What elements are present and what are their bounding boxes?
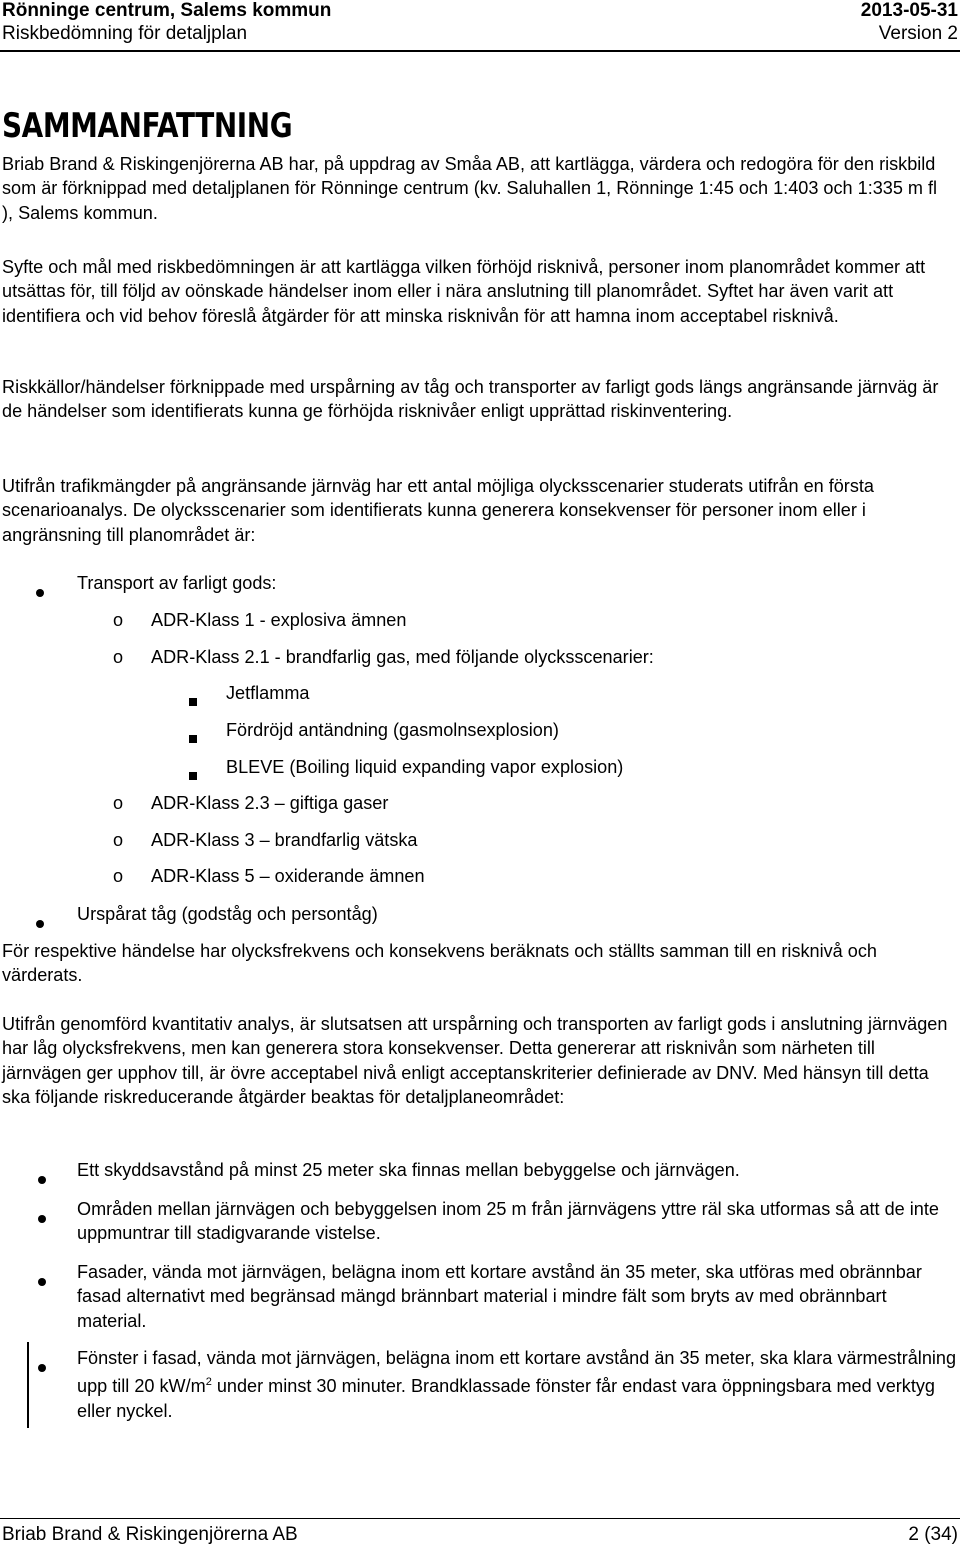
intro-paragraph: Briab Brand & Riskingenjörerna AB har, på uppdrag av Småa AB, att kartlägga, värdera och redogöra för den riskbild som är förknippad med detaljplanen för Rönninge centrum (kv. Saluhallen 1, Rönninge 1:45 och 1:403 och 1:335 m fl ), Salems kommun. — [2, 154, 938, 223]
risk-sources-paragraph: Riskkällor/händelser förknippade med urspårning av tåg och transporter av farligt gods längs angränsande järnväg är de händelser som identifierats kunna ge förhöjda risknivåer enligt upprättad riskinventering. — [2, 377, 939, 422]
square-bullet-icon — [189, 772, 197, 780]
page-number: 2 (34) — [908, 1524, 958, 1545]
page-footer — [2, 1523, 958, 1547]
header-version: Version 2 — [878, 23, 958, 44]
superscript: 2 — [205, 1376, 212, 1389]
purpose-paragraph: Syfte och mål med riskbedömningen är att kartlägga vilken förhöjd risknivå, personer inom planområdet kommer att utsättas för, till följd av oönskade händelser inom eller i nära anslutning till planområdet. Syftet har även varit att identifiera och vid behov föreslå åtgärder för att minska risknivån för att hamna inom acceptabel risknivå. — [2, 257, 926, 326]
circle-bullet-icon: o — [113, 647, 124, 667]
scenario-analysis-paragraph: Utifrån trafikmängder på angränsande järnväg har ett antal möjliga olycksscenarier studerats utifrån en första scenarioanalys. De olycksscenarier som identifierats kunna generera konsekvenser för personer inom eller i angränsning till planområdet är: — [2, 476, 874, 545]
square-bullet-icon — [189, 698, 197, 706]
square-bullet-icon — [189, 735, 197, 743]
bullet-icon — [36, 920, 44, 928]
header-doc-type: Riskbedömning för detaljplan — [2, 23, 248, 44]
bullet-icon — [38, 1176, 46, 1184]
bullet-icon — [36, 589, 44, 597]
header-project: Rönninge centrum, Salems kommun — [2, 0, 332, 21]
page-header-top — [2, 0, 958, 22]
section-title: SAMMANFATTNING — [2, 106, 293, 146]
circle-bullet-icon: o — [113, 610, 124, 630]
conclusion-paragraph: Utifrån genomförd kvantitativ analys, är slutsatsen att urspårning och transporten av farligt gods i anslutning järnvägen har låg olycksfrekvens, men kan generera stora konsekvenser. Detta genererar att risknivån som närheten till järnvägen ger upphov till, är övre acceptabel nivå enligt acceptanskriterier definierade av DNV. Med hänsyn till detta ska följande riskreducerande åtgärder beaktas för detaljplaneområdet: — [2, 1014, 948, 1107]
measure-text-end: under minst 30 minuter. Brandklassade fönster får endast vara öppningsbara med verktyg eller nyckel. — [77, 1376, 935, 1421]
bullet-icon — [38, 1215, 46, 1223]
footer-company: Briab Brand & Riskingenjörerna AB — [2, 1524, 298, 1545]
header-date: 2013-05-31 — [860, 0, 958, 21]
bullet-icon — [38, 1278, 46, 1286]
footer-divider — [0, 1518, 960, 1519]
evaluation-paragraph: För respektive händelse har olycksfrekvens och konsekvens beräknats och ställts samman till en risknivå och värderats. — [2, 941, 877, 986]
bullet-icon — [38, 1364, 46, 1372]
page-header-bottom — [2, 23, 958, 45]
circle-bullet-icon: o — [113, 866, 124, 886]
header-divider — [0, 50, 960, 52]
circle-bullet-icon: o — [113, 793, 124, 813]
circle-bullet-icon: o — [113, 830, 124, 850]
change-bar — [27, 1342, 29, 1428]
measure-text-start: Fönster i fasad, vända mot järnvägen, belägna inom ett kortare avstånd än 35 meter, ska klara värmestrålning upp till 20 kW/m — [77, 1348, 957, 1397]
